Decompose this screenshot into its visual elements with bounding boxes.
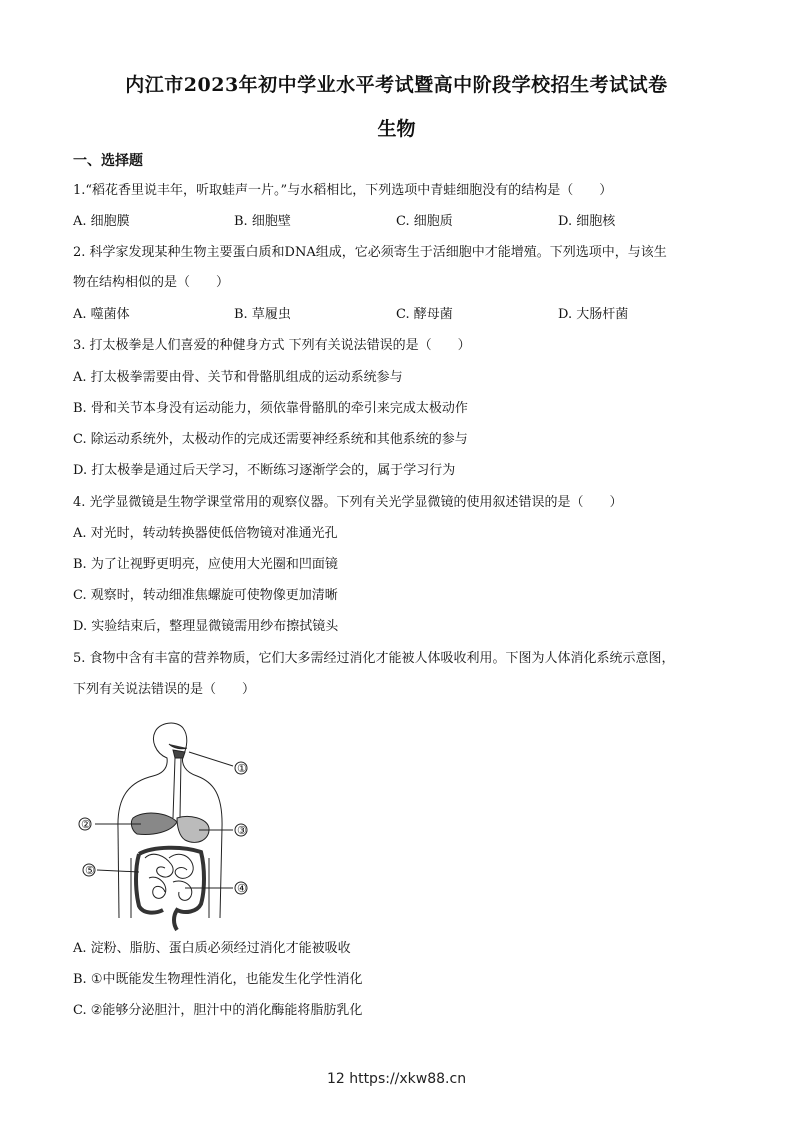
q4-option-d: D. 实验结束后，整理显微镜需用纱布擦拭镜头 <box>73 619 339 634</box>
q1-option-c: C. 细胞质 <box>396 214 453 229</box>
body-outline-left <box>118 828 119 918</box>
exam-title: 内江市2023年初中学业水平考试暨高中阶段学校招生考试试卷 <box>125 74 668 96</box>
q2-option-c: C. 酵母菌 <box>396 307 453 322</box>
q3-option-b: B. 骨和关节本身没有运动能力，须依靠骨骼肌的牵引来完成太极动作 <box>73 401 468 416</box>
large-intestine <box>136 848 204 930</box>
q2-option-d: D. 大肠杆菌 <box>558 307 629 322</box>
q5-stem-line1: 5. 食物中含有丰富的营养物质，它们大多需经过消化才能被人体吸收利用。下图为人体消化系统示意图， <box>73 651 675 666</box>
label-5: ⑤ <box>85 864 95 877</box>
q4-option-b: B. 为了让视野更明亮，应使用大光圈和凹面镜 <box>73 557 338 572</box>
label-3: ③ <box>237 824 247 837</box>
q3-option-c: C. 除运动系统外，太极动作的完成还需要神经系统和其他系统的参与 <box>73 432 468 447</box>
digestive-system-diagram <box>73 718 273 933</box>
q2-option-b: B. 草履虫 <box>234 307 291 322</box>
mouth <box>169 744 187 749</box>
q4-stem: 4. 光学显微镜是生物学课堂常用的观察仪器。下列有关光学显微镜的使用叙述错误的是（ ） <box>73 495 623 510</box>
label-1: ① <box>237 762 247 775</box>
q1-option-d: D. 细胞核 <box>558 214 616 229</box>
q2-option-a: A. 噬菌体 <box>73 307 130 322</box>
label-4: ④ <box>237 882 247 895</box>
q3-option-a: A. 打太极拳需要由骨、关节和骨骼肌组成的运动系统参与 <box>73 370 403 385</box>
q2-stem-line1: 2. 科学家发现某种生物主要蛋白质和DNA组成，它必须寄生于活细胞中才能增殖。下列选项中，与该生 <box>73 245 667 260</box>
q4-option-a: A. 对光时，转动转换器使低倍物镜对准通光孔 <box>73 526 338 541</box>
label-2: ② <box>81 818 91 831</box>
page-footer: 12 https://xkw88.cn <box>326 1071 467 1087</box>
q1-option-a: A. 细胞膜 <box>73 214 130 229</box>
exam-subject: 生物 <box>377 118 416 140</box>
q5-option-b: B. ①中既能发生物理性消化，也能发生化学性消化 <box>73 972 363 987</box>
esophagus <box>173 758 181 818</box>
q5-option-c: C. ②能够分泌胆汁，胆汁中的消化酶能将脂肪乳化 <box>73 1003 363 1018</box>
q5-option-a: A. 淀粉、脂肪、蛋白质必须经过消化才能被吸收 <box>73 941 351 956</box>
q2-stem-line2: 物在结构相似的是（ ） <box>73 275 230 290</box>
q3-stem: 3. 打太极拳是人们喜爱的种健身方式 下列有关说法错误的是（ ） <box>73 338 471 353</box>
section-heading: 一、选择题 <box>73 153 143 169</box>
small-intestine <box>145 854 193 900</box>
q1-option-b: B. 细胞壁 <box>234 214 291 229</box>
q5-stem-line2: 下列有关说法错误的是（ ） <box>73 682 256 697</box>
q4-option-c: C. 观察时，转动细准焦螺旋可使物像更加清晰 <box>73 588 338 603</box>
q1-stem: 1.“稻花香里说丰年，听取蛙声一片。”与水稻相比，下列选项中青蛙细胞没有的结构是（ ） <box>73 183 613 198</box>
stomach <box>177 816 209 842</box>
q3-option-d: D. 打太极拳是通过后天学习，不断练习逐渐学会的，属于学习行为 <box>73 463 456 478</box>
